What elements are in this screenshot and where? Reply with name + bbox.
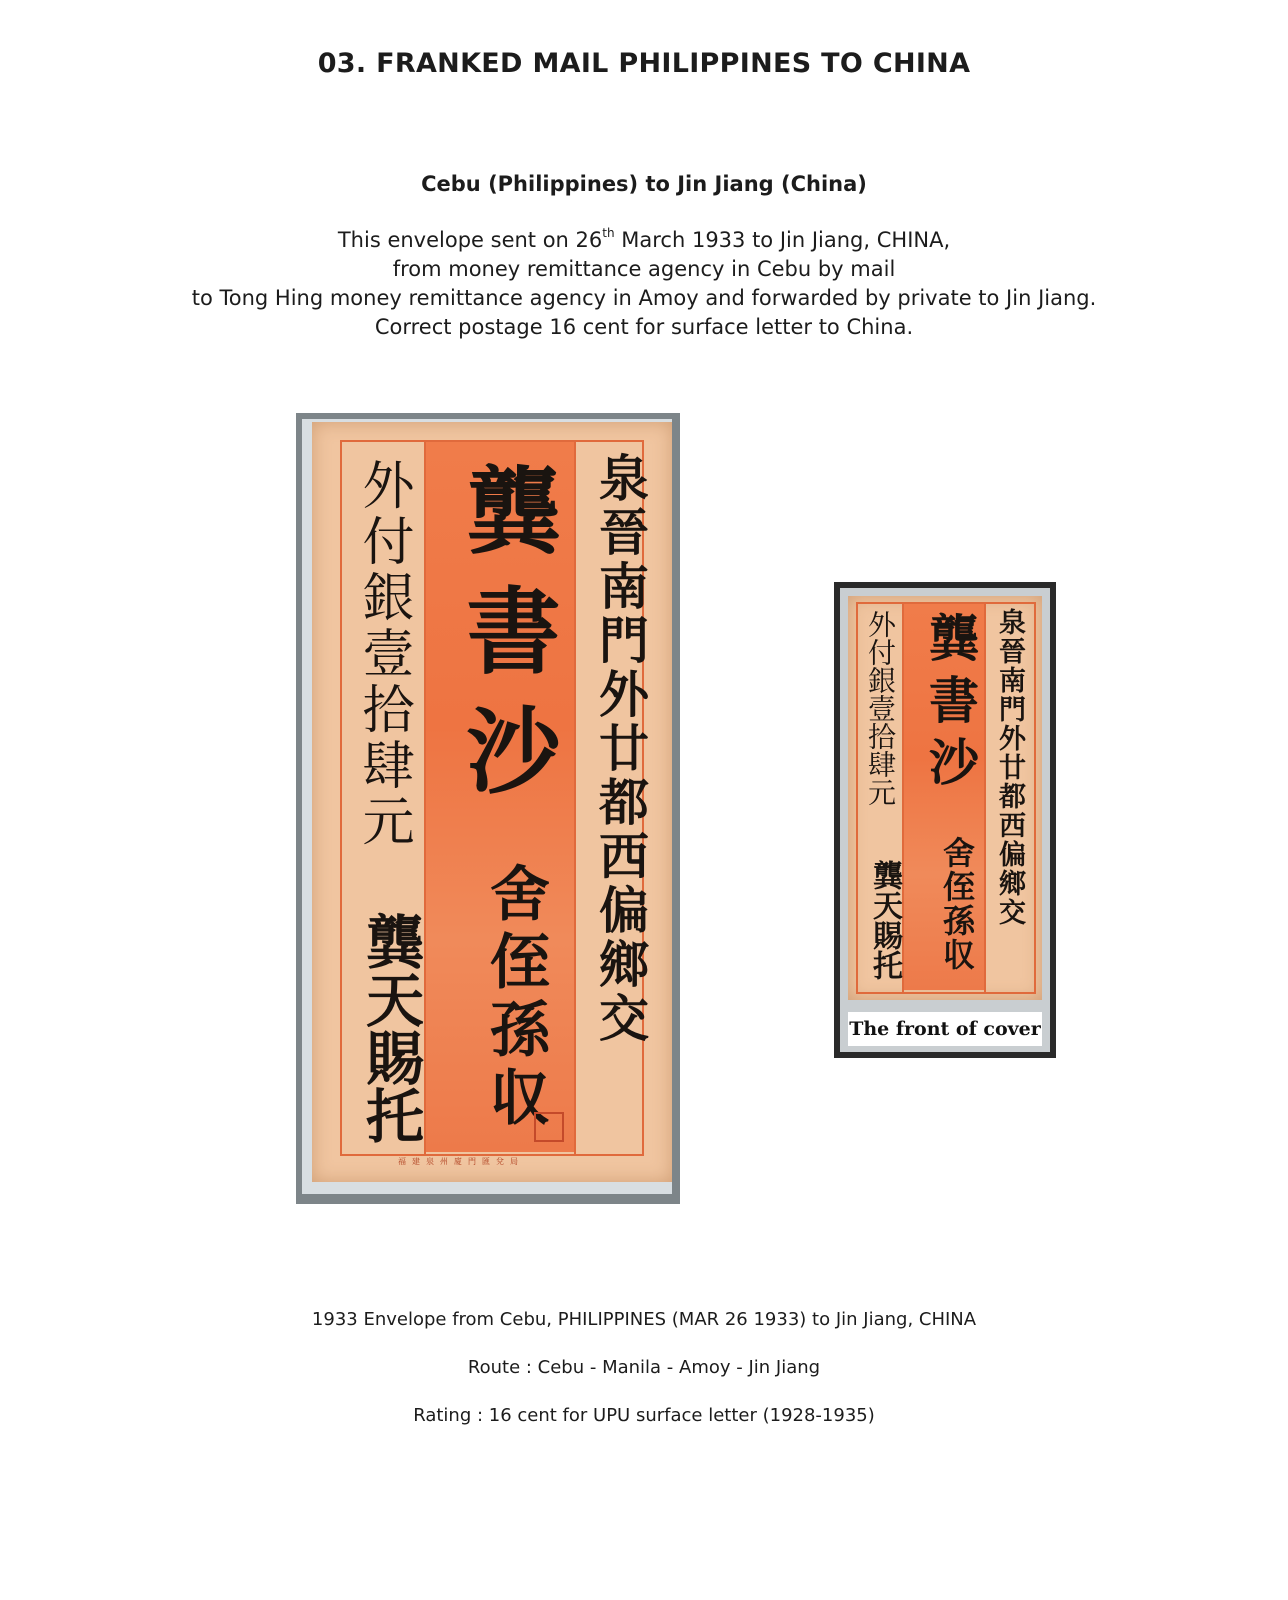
envelope-image-large xyxy=(312,422,672,1182)
envelope-right-column: 泉晉南門外廿都西偏鄉交 xyxy=(591,452,650,1046)
small-envelope-left-column: 外付銀壹拾肆元 xyxy=(864,610,897,806)
description-line-3: to Tong Hing money remittance agency in Amoy and forwarded by private to Jin Jiang. xyxy=(191,286,1097,310)
envelope-left-lower-column: 龔天賜托 xyxy=(356,912,424,1144)
envelope-bottom-strip: 福建泉州廈門匯兌局 xyxy=(398,1157,524,1166)
small-envelope-center-column: 龔書沙 xyxy=(921,612,980,798)
page-title: 03. FRANKED MAIL PHILIPPINES TO CHINA xyxy=(317,48,971,79)
envelope-seal xyxy=(534,1112,564,1142)
small-envelope-left-lower-column: 龔天賜托 xyxy=(867,860,902,980)
small-envelope-center-small-column: 舍侄孫収 xyxy=(938,836,976,972)
envelope-image-small xyxy=(848,596,1042,1000)
description-line-1: This envelope sent on 26th March 1933 to Jin Jiang, CHINA, xyxy=(337,226,951,252)
page-subtitle: Cebu (Philippines) to Jin Jiang (China) xyxy=(421,172,867,196)
caption-envelope: 1933 Envelope from Cebu, PHILIPPINES (MAR 26 1933) to Jin Jiang, CHINA xyxy=(311,1309,977,1330)
description xyxy=(0,226,1288,342)
envelope-center-column: 龔書沙 xyxy=(450,462,560,822)
caption-rating: Rating : 16 cent for UPU surface letter (1928-1935) xyxy=(413,1405,875,1426)
envelope-left-column: 外付銀壹拾肆元 xyxy=(353,458,413,850)
description-line-2: from money remittance agency in Cebu by mail xyxy=(392,257,896,281)
small-envelope-right-column: 泉晉南門外廿都西偏鄉交 xyxy=(994,608,1025,927)
envelope-center-small-column: 舍侄孫収 xyxy=(480,862,550,1134)
caption-route: Route : Cebu - Manila - Amoy - Jin Jiang xyxy=(467,1357,821,1378)
small-cover-label: The front of cover xyxy=(848,1012,1042,1046)
description-line-4: Correct postage 16 cent for surface letter to China. xyxy=(374,315,914,339)
